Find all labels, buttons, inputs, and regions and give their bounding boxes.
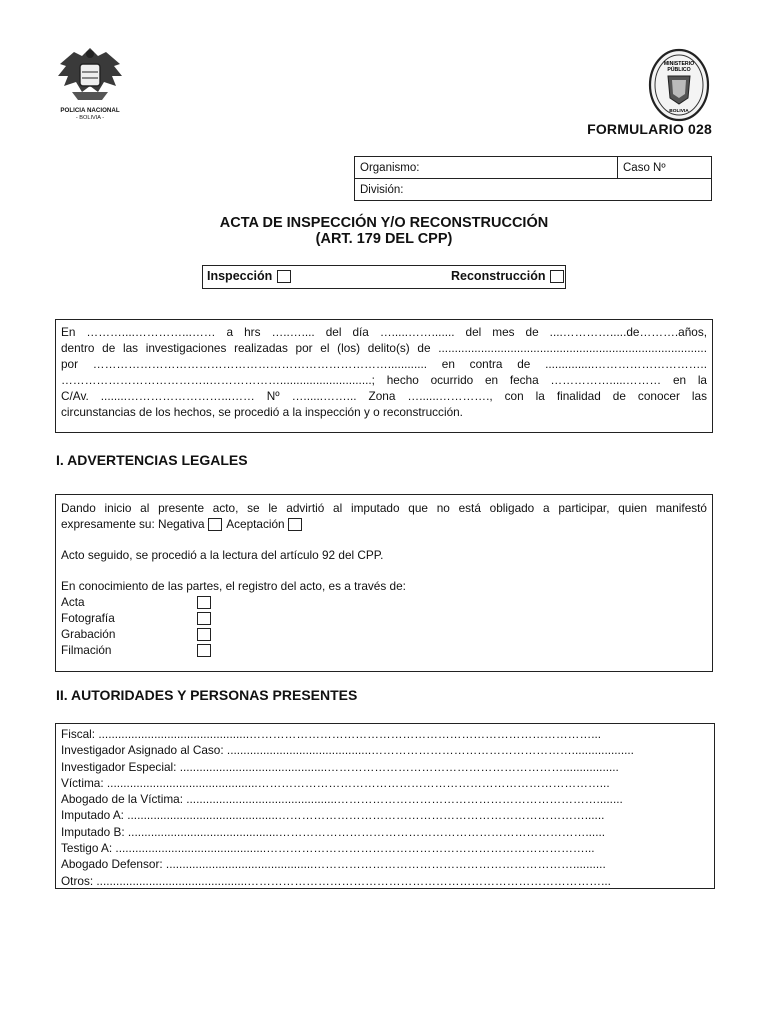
registro-option-filmacion[interactable] xyxy=(61,642,707,658)
form-code: FORMULARIO 028 xyxy=(587,121,712,137)
reconstruccion-checkbox[interactable] xyxy=(550,270,564,283)
division-field[interactable]: División: xyxy=(355,179,712,201)
svg-text:BOLIVIA: BOLIVIA xyxy=(669,109,689,114)
intro-line[interactable]: por …………………………………………………………………............ en contra de ...............……………………….. xyxy=(61,357,707,371)
testigo-a-field[interactable]: Testigo A: ..............................................………………………………………………………………………... xyxy=(61,841,595,856)
svg-text:PÚBLICO: PÚBLICO xyxy=(667,67,691,73)
registro-option-label: Fotografía xyxy=(61,611,115,625)
ministerio-publico-seal-icon xyxy=(648,48,710,122)
registro-option-label: Acta xyxy=(61,595,85,609)
investigador-asignado-field[interactable]: Investigador Asignado al Caso: ............................................……………………………………………................... xyxy=(61,743,634,758)
police-emblem-icon xyxy=(52,42,128,122)
organismo-field[interactable]: Organismo: xyxy=(355,157,618,179)
grabacion-checkbox[interactable] xyxy=(197,628,211,641)
inspeccion-label: Inspección xyxy=(207,269,273,283)
section-autoridades-heading: II. AUTORIDADES Y PERSONAS PRESENTES xyxy=(56,687,358,703)
autoridades-box xyxy=(55,723,715,889)
svg-text:MINISTERIO: MINISTERIO xyxy=(663,61,695,67)
svg-text:POLICIA NACIONAL: POLICIA NACIONAL xyxy=(60,107,120,114)
registro-option-label: Grabación xyxy=(61,627,116,641)
investigador-especial-field[interactable]: Investigador Especial: .............................................……………………………………………………................. xyxy=(61,759,619,774)
registro-option-grabacion[interactable] xyxy=(61,626,707,642)
reconstruccion-label: Reconstrucción xyxy=(451,269,546,283)
intro-line[interactable]: ………………………………..………………............................; hecho ocurrido en fecha …………….....……… en la xyxy=(61,373,707,387)
inspeccion-option[interactable] xyxy=(207,269,291,283)
registro-intro-text: En conocimiento de las partes, el registro del acto, es a través de: xyxy=(61,579,406,593)
otros-field[interactable]: Otros: ..............................................………………………………………………………………………………... xyxy=(61,873,611,888)
form-title: ACTA DE INSPECCIÓN Y/O RECONSTRUCCIÓN xyxy=(219,215,549,231)
aceptacion-label: Aceptación xyxy=(226,517,285,531)
filmacion-checkbox[interactable] xyxy=(197,644,211,657)
svg-text:- BOLIVIA -: - BOLIVIA - xyxy=(75,115,105,121)
negativa-aceptacion-row xyxy=(61,516,707,532)
advertencias-box xyxy=(55,494,713,672)
imputado-a-field[interactable]: Imputado A: ..............................................……………………………………………………………………...... xyxy=(61,808,605,823)
intro-line[interactable]: C/Av. ........……………………...…… Nº …......……... Zona …......…………., con la finalidad de conocer las xyxy=(61,389,707,403)
acta-checkbox[interactable] xyxy=(197,596,211,609)
victima-field[interactable]: Víctima: ..............................................……………………………………………………………………………... xyxy=(61,775,610,790)
registro-option-label: Filmación xyxy=(61,643,112,657)
intro-line: circunstancias de los hechos, se procedió a la inspección y o reconstrucción. xyxy=(61,405,463,419)
seal-graphic xyxy=(648,48,710,122)
intro-line[interactable]: En ………....…………...…… a hrs …..….... del día ….....……....... del mes de ....………….....de……….años, xyxy=(61,325,707,339)
section-advertencias-heading: I. ADVERTENCIAS LEGALES xyxy=(56,452,248,468)
inspeccion-checkbox[interactable] xyxy=(277,270,291,283)
imputado-b-field[interactable]: Imputado B: ..............................................……………………………………………………………………...... xyxy=(61,824,606,839)
police-emblem-graphic xyxy=(52,42,128,122)
fiscal-field[interactable]: Fiscal: ..............................................……………………………………………………………………………... xyxy=(61,727,602,741)
caso-field[interactable]: Caso Nº xyxy=(618,157,712,179)
aceptacion-checkbox[interactable] xyxy=(288,518,302,531)
intro-line[interactable]: dentro de las investigaciones realizadas por el (los) delito(s) de .................................................................................. xyxy=(61,341,707,355)
registro-option-fotografia[interactable] xyxy=(61,610,707,626)
negativa-checkbox[interactable] xyxy=(208,518,222,531)
form-subtitle: (ART. 179 DEL CPP) xyxy=(315,231,453,247)
lectura-text: Acto seguido, se procedió a la lectura del artículo 92 del CPP. xyxy=(61,548,384,562)
act-type-selector xyxy=(202,265,566,289)
abogado-defensor-field[interactable]: Abogado Defensor: .............................................………………………………………………………….......... xyxy=(61,857,606,872)
fotografia-checkbox[interactable] xyxy=(197,612,211,625)
organization-table xyxy=(354,156,712,201)
registro-option-acta[interactable] xyxy=(61,594,707,610)
negativa-label: expresamente su: Negativa xyxy=(61,517,205,531)
advertencia-text: Dando inicio al presente acto, se le advirtió al imputado que no está obligado a participar, quien manifestó xyxy=(61,501,707,515)
abogado-victima-field[interactable]: Abogado de la Víctima: ..............................................…………………………………………………………........ xyxy=(61,792,623,807)
reconstruccion-option[interactable] xyxy=(451,269,564,283)
intro-box xyxy=(55,319,713,433)
